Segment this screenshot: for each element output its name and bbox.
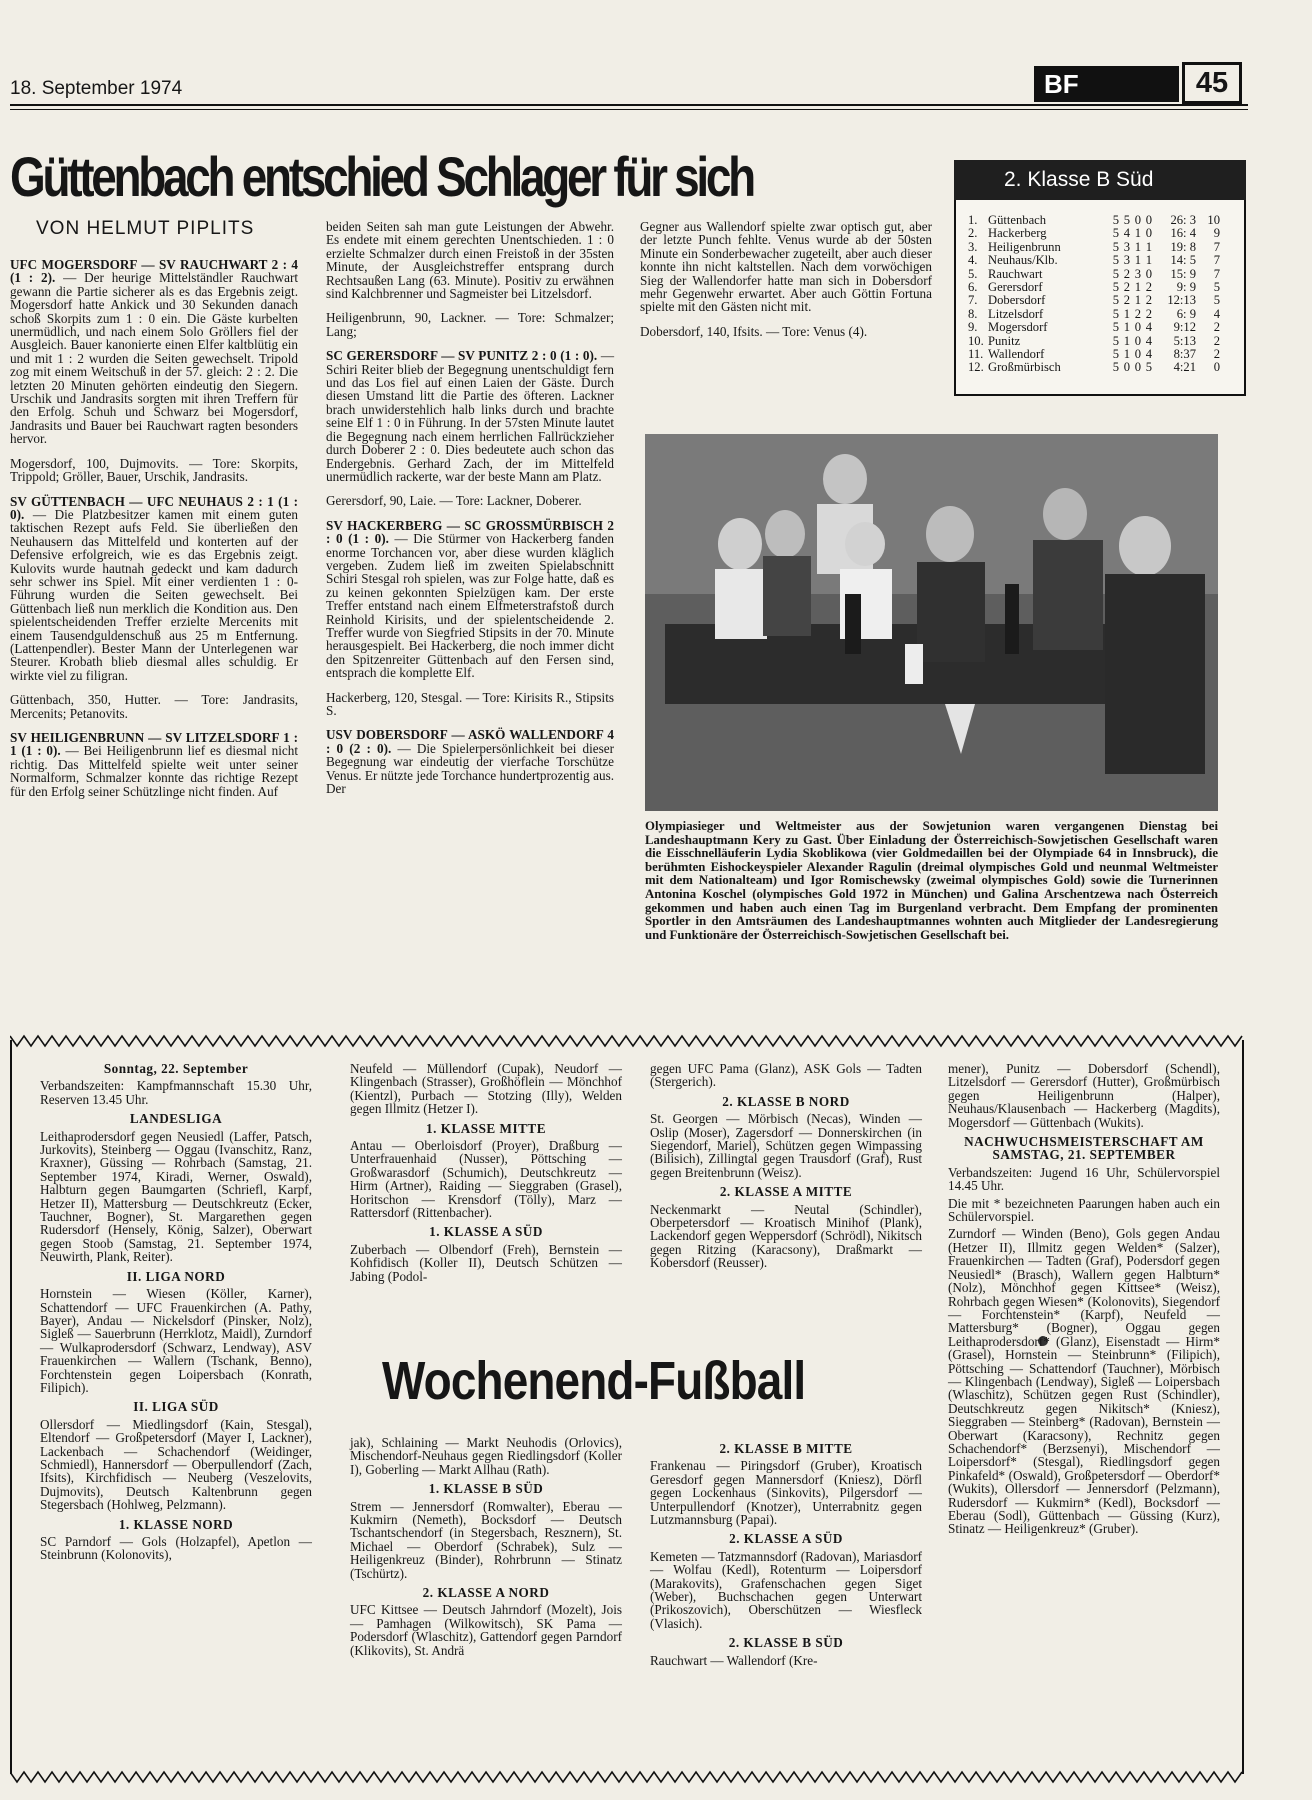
table-cell-w: 5 — [1123, 213, 1130, 227]
table-cell-goals: 4:21 — [1173, 360, 1196, 375]
table-cell-l: 1 — [1145, 253, 1152, 268]
table-cell-p: 5 — [1112, 347, 1119, 362]
article-paragraph — [10, 693, 298, 720]
table-cell-rank: 5. — [968, 266, 978, 281]
league-heading: 2. KLASSE A SÜD — [729, 1531, 843, 1547]
header-rule — [10, 104, 1248, 106]
table-cell-l: 2 — [1145, 280, 1152, 295]
table-row — [968, 254, 1220, 267]
article-paragraph — [10, 731, 298, 798]
article-paragraph — [326, 728, 614, 795]
table-cell-rank: 2. — [968, 226, 978, 241]
table-row — [968, 294, 1220, 307]
fixture-list: Ollersdorf — Miedlingsdorf (Kain, Stesgal), Eltendorf — Großpetersdorf (Mayer I, Lackner), Lackenbach — Schachendorf (Weidinger, Schmiedl), Hannersdorf — Oberpullendorf (Zach, Ifsits), Kirchfidisch — Neuberg (Veszelovits, Dujmovits), Deutsch Kaltenbrunn gegen Stegersbach (Hohlweg, Pelzmann). — [40, 1416, 312, 1513]
fixture-list: Verbandszeiten: Kampfmannschaft 15.30 Uhr, Reserven 13.45 Uhr. — [40, 1078, 312, 1107]
table-row — [968, 348, 1220, 361]
weekend-column-3-top — [650, 1062, 922, 1274]
table-cell-d: 0 — [1134, 213, 1141, 227]
table-cell-d: 1 — [1134, 293, 1141, 308]
table-cell-p: 5 — [1112, 239, 1119, 254]
paragraph-text: Hackerberg, 120, Stesgal. — Tore: Kirisits R., Stipsits S. — [326, 689, 614, 718]
table-cell-pts: 4 — [1213, 306, 1220, 321]
table-cell-team: Großmürbisch — [988, 360, 1061, 375]
weekend-column-1 — [40, 1062, 312, 1566]
league-table — [968, 214, 1220, 375]
table-cell-goals: 16: 4 — [1170, 226, 1196, 241]
table-cell-goals: 26: 3 — [1170, 213, 1196, 227]
table-cell-w: 1 — [1123, 320, 1130, 335]
fixture-list: St. Georgen — Mörbisch (Necas), Winden — Oslip (Moser), Zagersdorf — Donnerskirchen (in Siegendorf, Mariel), Schützen gegen Wimpassing (Bilisich), Zillingtal gegen Trausdorf (Graf), Rust gegen Breitenbrunn (Weisz). — [650, 1111, 922, 1180]
table-cell-d: 0 — [1134, 320, 1141, 335]
photo-image — [645, 434, 1218, 811]
paragraph-text: Gegner aus Wallendorf spielte zwar optisch gut, aber der letzte Punch fehlte. Venus wurde ab der 50sten Minute ein Sonderbewacher zugeteilt, aber auch dieser konnte ihn nicht kaltstellen. Nach dem vorwöchigen Sieg der Wallendorfer hatte man sich in Dobersdorf mehr Gegenwehr erwartet. Aber auch Göttin Fortuna spielte mit den Gästen nicht mit. — [640, 219, 932, 315]
paragraph-text: — Die Platzbesitzer kamen mit einem guten taktischen Rezept aufs Feld. Sie überließen den Neuhausern das Mittelfeld und konterten auf der Defensive erfolgreich, wie es das Ergebnis zeigt. Kulovits wurde hautnah gedeckt und kam dadurch sehr schwer ins Spiel. Mit einer verdienten 1 : 0-Führung wurden die Seiten gewechselt. Bei Güttenbach ließ nun merklich die Kondition aus. Den spielentscheidenden Treffer erzielte Mercenits mit einem Tausendguldenschuß aus 25 m Entfernung. (Lattenpendler). Bester Mann der Unterlegenen war Steurer. Krobath blieb diesmal alles schuldig. Er wirkte viel zu filigran. — [10, 506, 299, 683]
match-heading: USV DOBERSDORF — ASKÖ WALLENDORF 4 : 0 (2 : 0). — [326, 727, 614, 756]
table-cell-d: 0 — [1134, 347, 1141, 362]
league-heading: 2. KLASSE B MITTE — [719, 1441, 853, 1456]
table-cell-p: 5 — [1112, 280, 1119, 295]
team-photo — [645, 434, 1218, 811]
table-cell-team: Gerersdorf — [988, 280, 1043, 295]
weekend-column-4 — [948, 1062, 1220, 1540]
table-cell-rank: 7. — [968, 293, 978, 308]
table-cell-rank: 4. — [968, 253, 978, 268]
article-byline: VON HELMUT PIPLITS — [36, 218, 255, 239]
table-row — [968, 214, 1220, 227]
match-heading: SV HEILIGENBRUNN — SV LITZELSDORF 1 : 1 (1 : 0). — [10, 730, 298, 759]
paragraph-text: — Schiri Reiter blieb der Begegnung unentschuldigt fern und das Los fiel auf einen Laien der Gäste. Durch diesen Umstand litt die Partie des öfteren. Lackner brach unwiderstehlich halb links durch und brachte seine Elf 1 : 0 in Führung. In der 57sten Minute lautet die Begegnung nach einem herrlichen Fallrückzieher durch Doberer 2 : 0. Dies bedeutete auch schon das Endergebnis. Gerhard Zach, der im Mittelfeld unermüdlich rackerte, war der beste Mann am Platz. — [326, 348, 614, 484]
fixture-list: Verbandszeiten: Jugend 16 Uhr, Schülervorspiel 14.45 Uhr. — [948, 1164, 1220, 1194]
table-cell-team: Wallendorf — [988, 347, 1045, 362]
league-heading: 1. KLASSE A SÜD — [429, 1224, 543, 1240]
paragraph-text: Gerersdorf, 90, Laie. — Tore: Lackner, Doberer. — [326, 493, 582, 509]
table-cell-pts: 2 — [1213, 320, 1220, 335]
table-cell-rank: 10. — [968, 333, 984, 348]
fixture-list: Zuberbach — Olbendorf (Freh), Bernstein — Kohfidisch (Koller II), Deutsch Schützen — Jabing (Podol- — [350, 1241, 622, 1284]
table-row — [968, 321, 1220, 334]
article-paragraph — [326, 311, 614, 338]
table-cell-l: 0 — [1145, 266, 1152, 281]
paragraph-text: Mogersdorf, 100, Dujmovits. — Tore: Skorpits, Trippold; Gröller, Bauer, Urschik, Jandrasits. — [10, 455, 298, 485]
table-cell-l: 0 — [1145, 213, 1152, 227]
fixture-list: Die mit * bezeichneten Paarungen haben auch ein Schülervorspiel. — [948, 1195, 1220, 1225]
table-row — [968, 335, 1220, 348]
table-cell-team: Neuhaus/Klb. — [988, 253, 1058, 268]
league-heading: II. LIGA NORD — [126, 1268, 226, 1284]
table-cell-w: 3 — [1123, 253, 1130, 268]
paper-logo: BF — [1034, 66, 1179, 102]
league-heading: LANDESLIGA — [129, 1111, 223, 1127]
table-cell-l: 4 — [1145, 347, 1152, 362]
fixture-list: SC Parndorf — Gols (Holzapfel), Apetlon — Steinbrunn (Kolonovits), — [40, 1534, 312, 1563]
table-cell-rank: 9. — [968, 320, 978, 335]
table-cell-p: 5 — [1112, 306, 1119, 321]
table-row — [968, 227, 1220, 240]
section-border-left — [10, 1040, 12, 1774]
table-cell-d: 1 — [1134, 280, 1141, 295]
fixture-list: Frankenau — Piringsdorf (Gruber), Kroatisch Geresdorf gegen Mannersdorf (Kniesz), Dörfl gegen Lockenhaus (Sinkovits), Pilgersdorf — Unterpullendorf (Knotzer), Unterrabnitz gegen Lutzmannsburg (Papai). — [650, 1458, 922, 1528]
table-cell-goals: 5:13 — [1173, 333, 1196, 348]
paragraph-text: Dobersdorf, 140, Ifsits. — Tore: Venus (4). — [640, 323, 868, 339]
league-heading: 2. KLASSE A NORD — [422, 1585, 550, 1601]
paragraph-text: beiden Seiten sah man gute Leistungen der Abwehr. Es endete mit einem gerechten Unentschieden. 1 : 0 erzielte Schmalzer durch einen Freistoß in der 35sten Minute, der Ausgleichstreffer entsprang durch Rechtsaußen Lang (63. Minute). Positiv zu erwähnen sind Kalchbrenner und Sagmeister bei Litzelsdorf. — [326, 219, 614, 302]
league-heading: II. LIGA SÜD — [133, 1399, 219, 1415]
table-row — [968, 268, 1220, 281]
table-row — [968, 281, 1220, 294]
article-paragraph — [10, 457, 298, 484]
table-row — [968, 241, 1220, 254]
article-paragraph — [326, 494, 614, 507]
league-heading: 2. KLASSE B NORD — [722, 1093, 850, 1109]
table-cell-l: 1 — [1145, 239, 1152, 254]
weekend-title: Wochenend-Fußball — [382, 1351, 806, 1411]
table-cell-p: 5 — [1112, 226, 1119, 241]
article-paragraph — [640, 220, 932, 314]
table-cell-p: 5 — [1112, 253, 1119, 268]
article-paragraph — [640, 325, 932, 338]
article-column-1 — [10, 258, 298, 809]
article-paragraph — [326, 220, 614, 300]
match-heading: SC GERERSDORF — SV PUNITZ 2 : 0 (1 : 0). — [326, 348, 598, 364]
table-cell-team: Punitz — [988, 333, 1021, 348]
table-cell-rank: 11. — [968, 347, 984, 362]
table-cell-pts: 9 — [1213, 226, 1220, 241]
table-cell-team: Güttenbach — [988, 213, 1047, 227]
article-paragraph — [10, 495, 298, 683]
table-cell-pts: 0 — [1213, 360, 1220, 375]
header-rule-thin — [10, 109, 1248, 110]
table-cell-d: 3 — [1134, 266, 1141, 281]
fixture-list: Antau — Oberloisdorf (Proyer), Draßburg — Unterfrauenhaid (Nusser), Pöttsching — Großwarasdorf (Schumich), Deutschkreutz — Hirm (Artner), Raiding — Sieggraben (Grasel), Horitschon — Krensdorf (Tölly), Marz — Rattersdorf (Rittenbacher). — [350, 1138, 622, 1221]
zigzag-border-bottom — [10, 1770, 1244, 1784]
photo-caption: Olympiasieger und Weltmeister aus der Sowjetunion waren vergangenen Dienstag bei Landeshauptmann Kery zu Gast. Über Einladung der Österreichisch-Sowjetischen Gesellschaft waren die Eisschnelläuferin Lydia Skoblikowa (vier Goldmedaillen bei der Olympiade 64 in Innsbruck), die berühmten Eishockeyspieler Alexander Ragulin (dreimal olympisches Gold und neunmal Weltmeister mit dem Nationalteam) und Igor Romischewsky (zweimal olympisches Gold) sowie die Turnerinnen Antonina Koschel (olympisches Gold 1972 in München) und Galina Arschentzewa nach Österreich gekommen und haben auch einen Tag im Burgenland verbracht. Dem Empfang der prominenten Sportler in den Amtsräumen des Landeshauptmannes wohnten auch Mitglieder der Landesregierung und Funktionäre der Österreichisch-Sowjetischen Gesellschaft bei. — [645, 819, 1218, 942]
table-cell-w: 1 — [1123, 306, 1130, 321]
weekend-column-3-bottom — [650, 1436, 922, 1671]
paragraph-text: — Bei Heiligenbrunn lief es diesmal nicht richtig. Das Mittelfeld spielte weit unter seiner Normalform, Schmalzer konnte das richtige Rezept für den Erfolg seiner Schützlinge nicht finden. Auf — [10, 743, 298, 799]
table-cell-d: 1 — [1134, 226, 1141, 241]
table-cell-w: 0 — [1123, 360, 1130, 375]
article-column-3 — [640, 220, 932, 349]
table-cell-rank: 6. — [968, 280, 978, 295]
paragraph-text: Heiligenbrunn, 90, Lackner. — Tore: Schmalzer; Lang; — [326, 310, 614, 339]
table-cell-p: 5 — [1112, 293, 1119, 308]
fixture-list: Kemeten — Tatzmannsdorf (Radovan), Mariasdorf — Wolfau (Kedl), Rotenturm — Loipersdorf (Marakovits), Grafenschachen gegen Siget (Weber), Buchschachen gegen Unterwart (Prikoszovich), Oberschützen — Wiesfleck (Vlasich). — [650, 1548, 922, 1631]
table-cell-goals: 12:13 — [1167, 293, 1196, 308]
table-row — [968, 361, 1220, 374]
table-cell-w: 1 — [1123, 347, 1130, 362]
paragraph-text: — Der heurige Mittelständler Rauchwart gewann die Partie sicherer als es das Ergebnis zeigt. Mogersdorf hatte Ankick und 30 Sekunden danach schoß Skorpits zum 1 : 0 ein. Die Gäste kurbelten unermüdlich, und nach einem Solo Gröllers fiel der Ausgleich. Bauer kanonierte einen Elfer kaltblütig ein und mit 1 : 2 wurden die Seiten gewechselt. Tripold zog mit einem Weitschuß in der 57. gleich: 2 : 2. Die letzten 20 Minuten gehörten eindeutig den Siegern. Urschik und Jandrasits sorgten mit ihren Treffern für den Erfolg. Schuh und Schwarz bei Mogersdorf, Jandrasits und Bauer bei Rauchwart ragten besonders hervor. — [10, 270, 298, 447]
paragraph-text: — Die Spielerpersönlichkeit bei dieser Begegnung war eindeutig der vierfache Torschütze Venus. Er nützte jede Torchance hundertprozentig aus. Der — [326, 740, 615, 797]
weekend-column-2-bottom — [350, 1436, 622, 1661]
match-heading: SV HACKERBERG — SC GROSSMÜRBISCH 2 : 0 (1 : 0). — [326, 517, 614, 547]
table-cell-goals: 9:12 — [1173, 320, 1196, 335]
fixture-list: mener), Punitz — Dobersdorf (Schendl), Litzelsdorf — Gerersdorf (Hutter), Großmürbisch gegen Heiligenbrunn (Halper), Neuhaus/Klausenbach — Hackerberg (Magdits), Mogersdorf — Güttenbach (Wukits). — [948, 1061, 1220, 1130]
league-heading: 1. KLASSE NORD — [118, 1516, 234, 1532]
table-cell-l: 0 — [1145, 226, 1152, 241]
league-heading: 1. KLASSE B SÜD — [428, 1481, 544, 1497]
table-cell-l: 4 — [1145, 333, 1152, 348]
table-cell-l: 5 — [1145, 360, 1152, 375]
fixture-list: gegen UFC Pama (Glanz), ASK Gols — Tadten (Stergerich). — [650, 1061, 922, 1090]
fixture-list: Zurndorf — Winden (Beno), Gols gegen Andau (Hetzer II), Illmitz gegen Welden* (Salzer), Frauenkirchen — Tadten (Graf), Podersdorf gegen Neusiedl* (Brasch), Wallern gegen Halbturn* (Nolz), Mönchhof gegen Kittsee* (Weisz), Rohrbach gegen Wiesen* (Kolonovits), Siegendorf — Forchtenstein* (Karpf), Neufeld — Mattersburg* (Bogner), Oggau gegen Leithaprodersdorf* (Glanz), Eisenstadt — Hirm* (Grasel), Hornstein — Steinbrunn* (Filipich), Pöttsching — Schattendorf (Tauchner), Mörbisch — Klingenbach (Lendway), Sigleß — Loipersbach (Wlaschitz), Schützen gegen Rust (Schindler), Deutschkreutz gegen Nikitsch* (Kniesz), Sieggraben — Steinberg* (Radovan), Bernstein — Oberwart (Karacsony), Rechnitz gegen Schachendorf* (Berzsenyi), Mischendorf — Loipersdorf* (Stesgal), Riedlingsdorf gegen Pinkafeld* (Oswald), Großpetersdorf — Oberdorf* (Wukits), Ollersdorf — Jennersdorf (Pelzmann), Rudersdorf — Kukmirn* (Kedl), Bocksdorf — Eberau (Sodl), Güttenbach — Güssing (Kurz), Stinatz — Heiligenkreuz* (Gruber). — [948, 1226, 1220, 1537]
article-paragraph — [326, 349, 614, 483]
table-cell-w: 1 — [1123, 333, 1130, 348]
table-cell-d: 2 — [1134, 306, 1141, 321]
table-cell-pts: 10 — [1207, 213, 1220, 227]
fixture-list: UFC Kittsee — Deutsch Jahrndorf (Mozelt), Jois — Pamhagen (Wilkowitsch), SK Pama — Podersdorf (Wlaschitz), Gattendorf gegen Parndorf (Klikovits), St. Andrä — [350, 1602, 622, 1658]
paragraph-text: Güttenbach, 350, Hutter. — Tore: Jandrasits, Mercenits; Petanovits. — [10, 692, 298, 721]
table-cell-goals: 14: 5 — [1170, 253, 1196, 268]
table-cell-d: 0 — [1134, 360, 1141, 375]
table-cell-team: Rauchwart — [988, 266, 1043, 281]
date-heading: Sonntag, 22. September — [103, 1061, 249, 1076]
fixture-list: Neufeld — Müllendorf (Cupak), Neudorf — Klingenbach (Strasser), Großhöflein — Mönchhof (Kientzl), Purbach — Stotzing (Illy), Welden gegen Illmitz (Hetzer I). — [350, 1061, 622, 1117]
table-cell-pts: 2 — [1213, 333, 1220, 348]
table-cell-team: Heiligenbrunn — [988, 239, 1061, 254]
league-heading: 2. KLASSE B SÜD — [728, 1635, 844, 1651]
table-cell-l: 2 — [1145, 306, 1152, 321]
table-cell-pts: 5 — [1213, 280, 1220, 295]
table-cell-team: Dobersdorf — [988, 293, 1046, 308]
article-paragraph — [326, 519, 614, 680]
table-cell-team: Mogersdorf — [988, 320, 1048, 335]
fixture-list: Leithaprodersdorf gegen Neusiedl (Laffer, Patsch, Jurkovits), Steinberg — Oggau (Ivanschitz, Ranz, Kraxner), Güssing — Rohrbach (Samstag, 21. September 1974, Kiradi, Werner, Oswald), Halbturn gegen Baumgarten (Schriefl, Karpf, Hetzer II), Mattersburg — Deutschkreutz (Ecker, Tauchner, Bogner), St. Margarethen gegen Rudersdorf (Hensely, König, Salzer), Oberwart gegen Stoob (Samstag, 21. September 1974, Neuwirth, Plank, Reiter). — [40, 1128, 312, 1265]
table-cell-pts: 7 — [1213, 253, 1220, 268]
table-cell-w: 2 — [1123, 266, 1130, 281]
article-paragraph — [326, 691, 614, 718]
table-cell-l: 4 — [1145, 320, 1152, 335]
article-headline: Güttenbach entschied Schlager für sich — [10, 145, 753, 208]
table-cell-p: 5 — [1112, 333, 1119, 348]
match-heading: UFC MOGERSDORF — SV RAUCHWART 2 : 4 (1 : 2). — [10, 257, 298, 286]
table-cell-pts: 7 — [1213, 239, 1220, 254]
fixture-list: Rauchwart — Wallendorf (Kre- — [650, 1652, 818, 1668]
page-number: 45 — [1182, 62, 1242, 104]
table-cell-l: 2 — [1145, 293, 1152, 308]
table-cell-w: 2 — [1123, 280, 1130, 295]
league-heading: 1. KLASSE MITTE — [426, 1120, 546, 1136]
table-cell-w: 3 — [1123, 239, 1130, 254]
fixture-list: Strem — Jennersdorf (Romwalter), Eberau — Kukmirn (Nemeth), Bocksdorf — Deutsch Tschantschendorf (in Stegersbach, Resznern), St. Michael — Oberdorf (Schrabek), Sulz — Heiligenkreuz (Binder), Rohrbrunn — Stinatz (Tschürtz). — [350, 1498, 622, 1581]
table-cell-d: 1 — [1134, 253, 1141, 268]
table-cell-rank: 8. — [968, 306, 978, 321]
zigzag-border-top — [10, 1034, 1244, 1048]
table-row — [968, 308, 1220, 321]
weekend-column-2-top — [350, 1062, 622, 1287]
table-cell-w: 4 — [1123, 226, 1130, 241]
league-table-title: 2. Klasse B Süd — [954, 160, 1246, 200]
table-cell-p: 5 — [1112, 213, 1119, 227]
article-column-2 — [326, 220, 614, 806]
table-cell-team: Hackerberg — [988, 226, 1047, 241]
table-cell-team: Litzelsdorf — [988, 306, 1044, 321]
table-cell-p: 5 — [1112, 266, 1119, 281]
paragraph-text: — Die Stürmer von Hackerberg fanden enorme Torchancen vor, aber diese wurden kläglich vergeben. Zudem ließ im zweiten Spielabschnitt Schiri Stesgal roh spielen, was zur Folge hatte, daß es zu keinen gekonnten Spielzügen kam. Der erste Treffer entstand nach einem Elfmeterstrafstoß durch Reinhold Kirisits, und der spielentscheidende 2. Treffer wurde von Siegfried Stipsits in der 70. Minute herausgespielt. Bei Hackerberg, die noch immer dicht den Spitzenreiter Güttenbach auf den Fersen sind, entsprach die komplette Elf. — [326, 531, 615, 681]
table-cell-rank: 1. — [968, 213, 978, 227]
table-cell-goals: 19: 8 — [1170, 239, 1196, 254]
fixture-list: Neckenmarkt — Neutal (Schindler), Oberpetersdorf — Kroatisch Minihof (Plank), Lackendorf gegen Weppersdorf (Schrödl), Nikitsch gegen Ritzing (Karacsony), Draßmarkt — Kobersdorf (Reusser). — [650, 1201, 922, 1271]
table-cell-goals: 9: 9 — [1176, 280, 1196, 295]
article-paragraph — [10, 258, 298, 446]
table-cell-d: 1 — [1134, 239, 1141, 254]
table-cell-p: 5 — [1112, 360, 1119, 375]
table-cell-goals: 8:37 — [1173, 347, 1196, 362]
fixture-list: Hornstein — Wiesen (Köller, Karner), Schattendorf — UFC Frauenkirchen (A. Pathy, Bayer), Andau — Nickelsdorf (Pinsker, Nolz), Sigleß — Sauerbrunn (Herrklotz, Maidl), Zurndorf — Wulkaprodersdorf (Schwarz, Lendway), ASV Frauenkirchen — Wallern (Tschank, Benno), Forchtenstein gegen Loipersbach (Konrath, Filipich). — [40, 1286, 312, 1395]
table-cell-goals: 6: 9 — [1176, 306, 1196, 321]
table-cell-pts: 2 — [1213, 347, 1220, 362]
table-cell-rank: 12. — [968, 360, 984, 375]
table-cell-rank: 3. — [968, 239, 978, 254]
table-cell-pts: 5 — [1213, 293, 1220, 308]
league-heading: NACHWUCHSMEISTERSCHAFT AM SAMSTAG, 21. SEPTEMBER — [964, 1134, 1204, 1163]
table-cell-pts: 7 — [1213, 266, 1220, 281]
table-cell-p: 5 — [1112, 320, 1119, 335]
table-cell-d: 0 — [1134, 333, 1141, 348]
table-cell-goals: 15: 9 — [1170, 266, 1196, 281]
issue-date: 18. September 1974 — [10, 78, 183, 99]
match-heading: SV GÜTTENBACH — UFC NEUHAUS 2 : 1 (1 : 0). — [10, 493, 298, 522]
section-border-right — [1242, 1040, 1244, 1774]
fixture-list: jak), Schlaining — Markt Neuhodis (Orlovics), Mischendorf-Neuhaus gegen Riedlingsdorf (Koller I), Goberling — Markt Allhau (Rath). — [350, 1435, 622, 1477]
table-cell-w: 2 — [1123, 293, 1130, 308]
league-heading: 2. KLASSE A MITTE — [719, 1184, 853, 1200]
